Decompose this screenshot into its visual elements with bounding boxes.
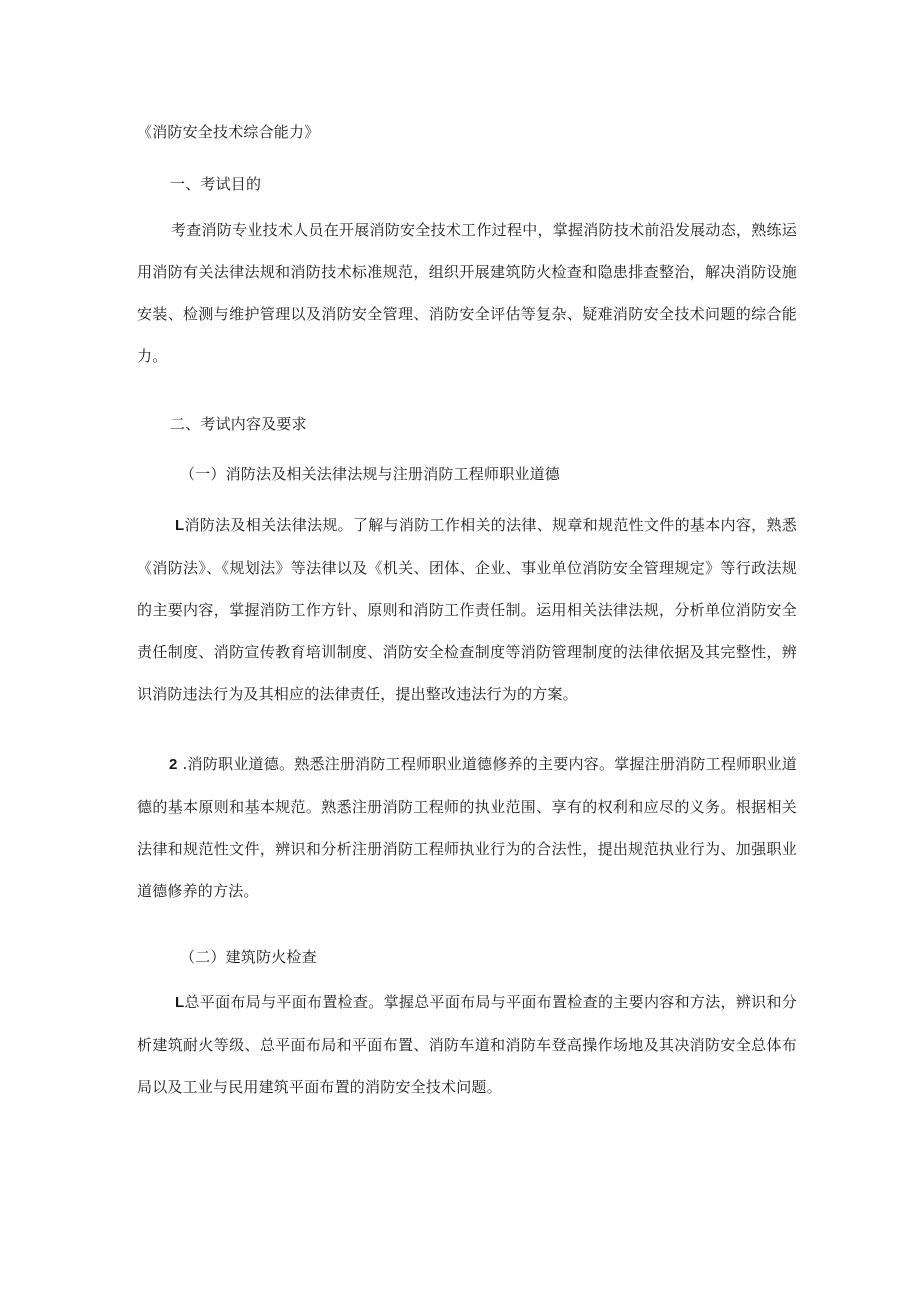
document-title: 《消防安全技术综合能力》 [137, 123, 320, 141]
paragraph-professional-ethics [137, 743, 797, 912]
section-heading-exam-purpose: 一、考试目的 [170, 175, 262, 193]
paragraph-layout-inspection-text: 总平面布局与平面布置检查。掌握总平面布局与平面布置检查的主要内容和方法，辨识和分析建筑耐火等级、总平面布局和平面布置、消防车道和消防车登高操作场地及其决消防安全总体布局以及工业与民用建筑平面布置的消防安全技术问题。 [137, 993, 797, 1096]
list-marker: L [175, 517, 185, 534]
subsection-heading-fire-law: （一）消防法及相关法律法规与注册消防工程师职业道德 [180, 465, 561, 483]
paragraph-fire-law [137, 504, 797, 715]
list-marker: L [175, 994, 185, 1011]
paragraph-exam-purpose: 考查消防专业技术人员在开展消防安全技术工作过程中，掌握消防技术前沿发展动态，熟练运用消防有关法律法规和消防技术标准规范，组织开展建筑防火检查和隐患排查整治，解决消防设施安装、检测与维护管理以及消防安全管理、消防安全评估等复杂、疑难消防安全技术问题的综合能力。 [137, 221, 797, 365]
subsection-heading-fire-inspection: （二）建筑防火检查 [180, 948, 317, 966]
paragraph-professional-ethics-text: .消防职业道德。熟悉注册消防工程师职业道德修养的主要内容。掌握注册消防工程师职业道德的基本原则和基本规范。熟悉注册消防工程师的执业范围、享有的权利和应尽的义务。根据相关法律和规范性文件，辨识和分析注册消防工程师执业行为的合法性，提出规范执业行为、加强职业道德修养的方法。 [137, 755, 797, 900]
paragraph-layout-inspection [137, 981, 797, 1108]
list-marker: 2 [169, 756, 178, 773]
section-heading-exam-content: 二、考试内容及要求 [170, 415, 307, 433]
paragraph-fire-law-text: 消防法及相关法律法规。了解与消防工作相关的法律、规章和规范性文件的基本内容，熟悉《消防法》、《规划法》等法律以及《机关、团体、企业、事业单位消防安全管理规定》等行政法规的主要内容，掌握消防工作方针、原则和消防工作责任制。运用相关法律法规，分析单位消防安全责任制度、消防宣传教育培训制度、消防安全检查制度等消防管理制度的法律依据及其完整性，辨识消防违法行为及其相应的法律责任，提出整改违法行为的方案。 [137, 516, 797, 703]
